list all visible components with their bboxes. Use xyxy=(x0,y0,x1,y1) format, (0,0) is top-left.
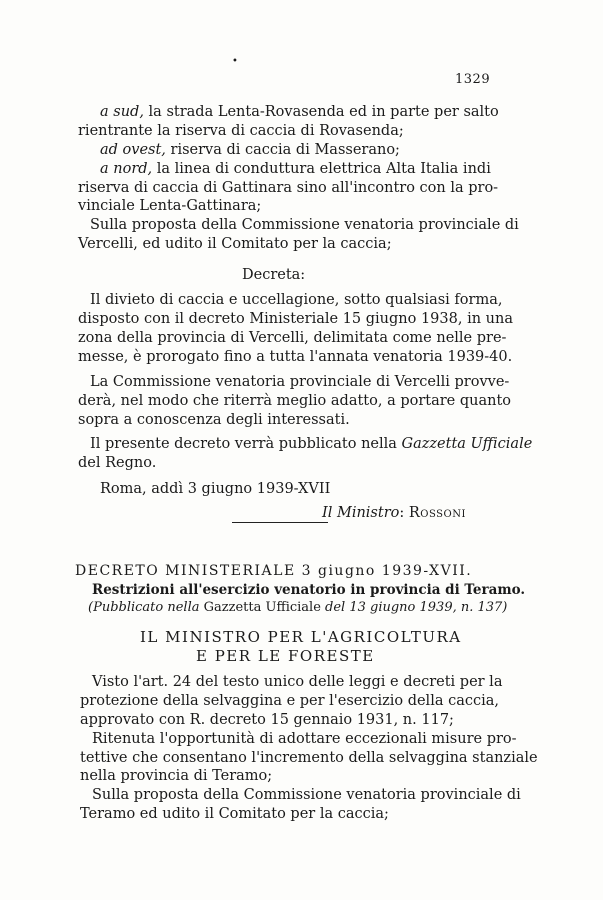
text-line: derà, nel modo che riterrà meglio adatto, a portare quanto xyxy=(78,393,512,409)
boundary-north: a nord, la linea di conduttura elettrica Alta Italia indi xyxy=(100,161,491,177)
text-line: riserva di caccia di Gattinara sino all'incontro con la pro- xyxy=(78,180,499,196)
page-number: 1329 xyxy=(455,72,491,87)
publication-note: (Pubblicato nella Gazzetta Ufficiale del 13 giugno 1939, n. 137) xyxy=(88,600,508,615)
boundary-south: a sud, la strada Lenta-Rovasenda ed in parte per salto xyxy=(100,104,499,120)
text-line: tettive che consentano l'incremento della selvaggina stanziale xyxy=(80,750,538,766)
printer-mark: • xyxy=(232,56,238,67)
text-line: Sulla proposta della Commissione venatoria provinciale di xyxy=(90,217,519,233)
text-line: Visto l'art. 24 del testo unico delle leggi e decreti per la xyxy=(92,674,503,690)
text-line: vinciale Lenta-Gattinara; xyxy=(78,198,262,214)
text-line: Sulla proposta della Commissione venatoria provinciale di xyxy=(92,787,521,803)
separator-rule xyxy=(232,522,328,523)
text-line: zona della provincia di Vercelli, delimitata come nelle pre- xyxy=(78,330,507,346)
boundary-west: ad ovest, riserva di caccia di Masserano; xyxy=(100,142,400,158)
text-line: Il divieto di caccia e uccellagione, sotto qualsiasi forma, xyxy=(90,292,503,308)
text-line: del Regno. xyxy=(78,455,157,471)
date-line: Roma, addì 3 giugno 1939-XVII xyxy=(100,481,331,497)
text-line: rientrante la riserva di caccia di Rovasenda; xyxy=(78,123,404,139)
text-line: La Commissione venatoria provinciale di Vercelli provve- xyxy=(90,374,510,390)
text-line: Vercelli, ed udito il Comitato per la caccia; xyxy=(78,236,392,252)
text-line: Teramo ed udito il Comitato per la caccia; xyxy=(80,806,389,822)
signature: Il Ministro: Rossoni xyxy=(322,505,466,521)
text-line: disposto con il decreto Ministeriale 15 giugno 1938, in una xyxy=(78,311,513,327)
text-line: approvato con R. decreto 15 gennaio 1931, n. 117; xyxy=(80,712,454,728)
text-line: nella provincia di Teramo; xyxy=(80,768,273,784)
text-line: Ritenuta l'opportunità di adottare eccezionali misure pro- xyxy=(92,731,517,747)
decree-subtitle: Restrizioni all'esercizio venatorio in provincia di Teramo. xyxy=(92,582,526,598)
decree-heading: DECRETO MINISTERIALE 3 giugno 1939-XVII. xyxy=(75,563,473,579)
decreta-heading: Decreta: xyxy=(242,267,306,283)
minister-title-1: IL MINISTRO PER L'AGRICOLTURA xyxy=(140,628,462,646)
minister-title-2: E PER LE FORESTE xyxy=(196,647,375,665)
text-line: messe, è prorogato fino a tutta l'annata venatoria 1939-40. xyxy=(78,349,513,365)
publication-line: Il presente decreto verrà pubblicato nella Gazzetta Ufficiale xyxy=(90,436,533,452)
text-line: sopra a conoscenza degli interessati. xyxy=(78,412,350,428)
text-line: protezione della selvaggina e per l'esercizio della caccia, xyxy=(80,693,499,709)
